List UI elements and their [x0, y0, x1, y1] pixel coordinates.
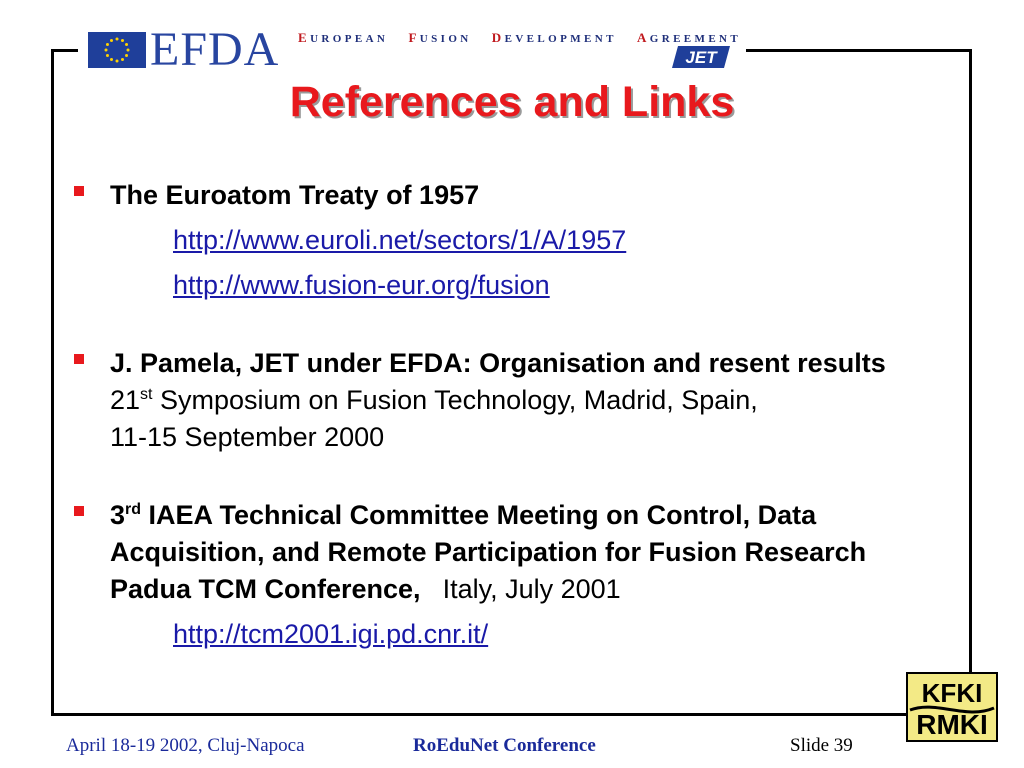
jet-logo-icon — [672, 46, 730, 68]
rmki-text: RMKI — [916, 709, 988, 740]
eu-flag-stars — [88, 32, 146, 68]
tagline-word: DEVELOPMENT — [491, 30, 617, 45]
eu-star-icon — [121, 39, 124, 42]
ref1-link-1[interactable]: http://www.euroli.net/sectors/1/A/1957 — [173, 225, 627, 255]
eu-star-icon — [116, 60, 119, 63]
kfki-text: KFKI — [921, 678, 983, 708]
bullet-icon — [74, 506, 84, 516]
ref2-symposium: 21st Symposium on Fusion Technology, Madrid, Spain, — [110, 385, 758, 415]
eu-star-icon — [125, 43, 128, 46]
bullet-icon — [74, 186, 84, 196]
tagline-word: AGREEMENT — [636, 30, 742, 45]
kfki-rmki-logo — [906, 672, 998, 742]
eu-star-icon — [116, 38, 119, 41]
footer-date: April 18-19 2002, Cluj-Napoca — [66, 735, 305, 756]
slide-frame — [51, 49, 972, 716]
eu-star-icon — [121, 58, 124, 61]
ref3-line3: Padua TCM Conference, Italy, July 2001 — [110, 574, 621, 604]
ref2-title: J. Pamela, JET under EFDA: Organisation and resent results — [110, 348, 886, 378]
slide-title: References and Links — [289, 78, 735, 126]
ref3-line1: 3rd IAEA Technical Committee Meeting on Control, Data — [110, 500, 817, 530]
eu-star-icon — [127, 49, 130, 52]
eu-star-icon — [106, 43, 109, 46]
efda-logo: EFDA — [150, 23, 280, 76]
ref1-link-2[interactable]: http://www.fusion-eur.org/fusion — [173, 270, 550, 300]
jet-logo-text: JET — [685, 48, 717, 67]
bullet-icon — [74, 354, 84, 364]
agreement-tagline — [298, 30, 741, 46]
eu-star-icon — [110, 39, 113, 42]
eu-flag-icon — [88, 32, 146, 68]
eu-star-icon — [106, 54, 109, 57]
eu-star-icon — [110, 58, 113, 61]
tagline-word: EUROPEAN — [298, 30, 389, 45]
ref3-line2: Acquisition, and Remote Participation for Fusion Research — [110, 537, 867, 567]
ref3-link[interactable]: http://tcm2001.igi.pd.cnr.it/ — [173, 619, 489, 649]
ref1-title: The Euroatom Treaty of 1957 — [110, 180, 480, 210]
eu-star-icon — [125, 54, 128, 57]
footer-conference: RoEduNet Conference — [413, 735, 596, 756]
footer-slide-number: Slide 39 — [790, 735, 853, 756]
eu-star-icon — [105, 49, 108, 52]
tagline-word: FUSION — [408, 30, 472, 45]
ref2-date: 11-15 September 2000 — [110, 422, 385, 452]
